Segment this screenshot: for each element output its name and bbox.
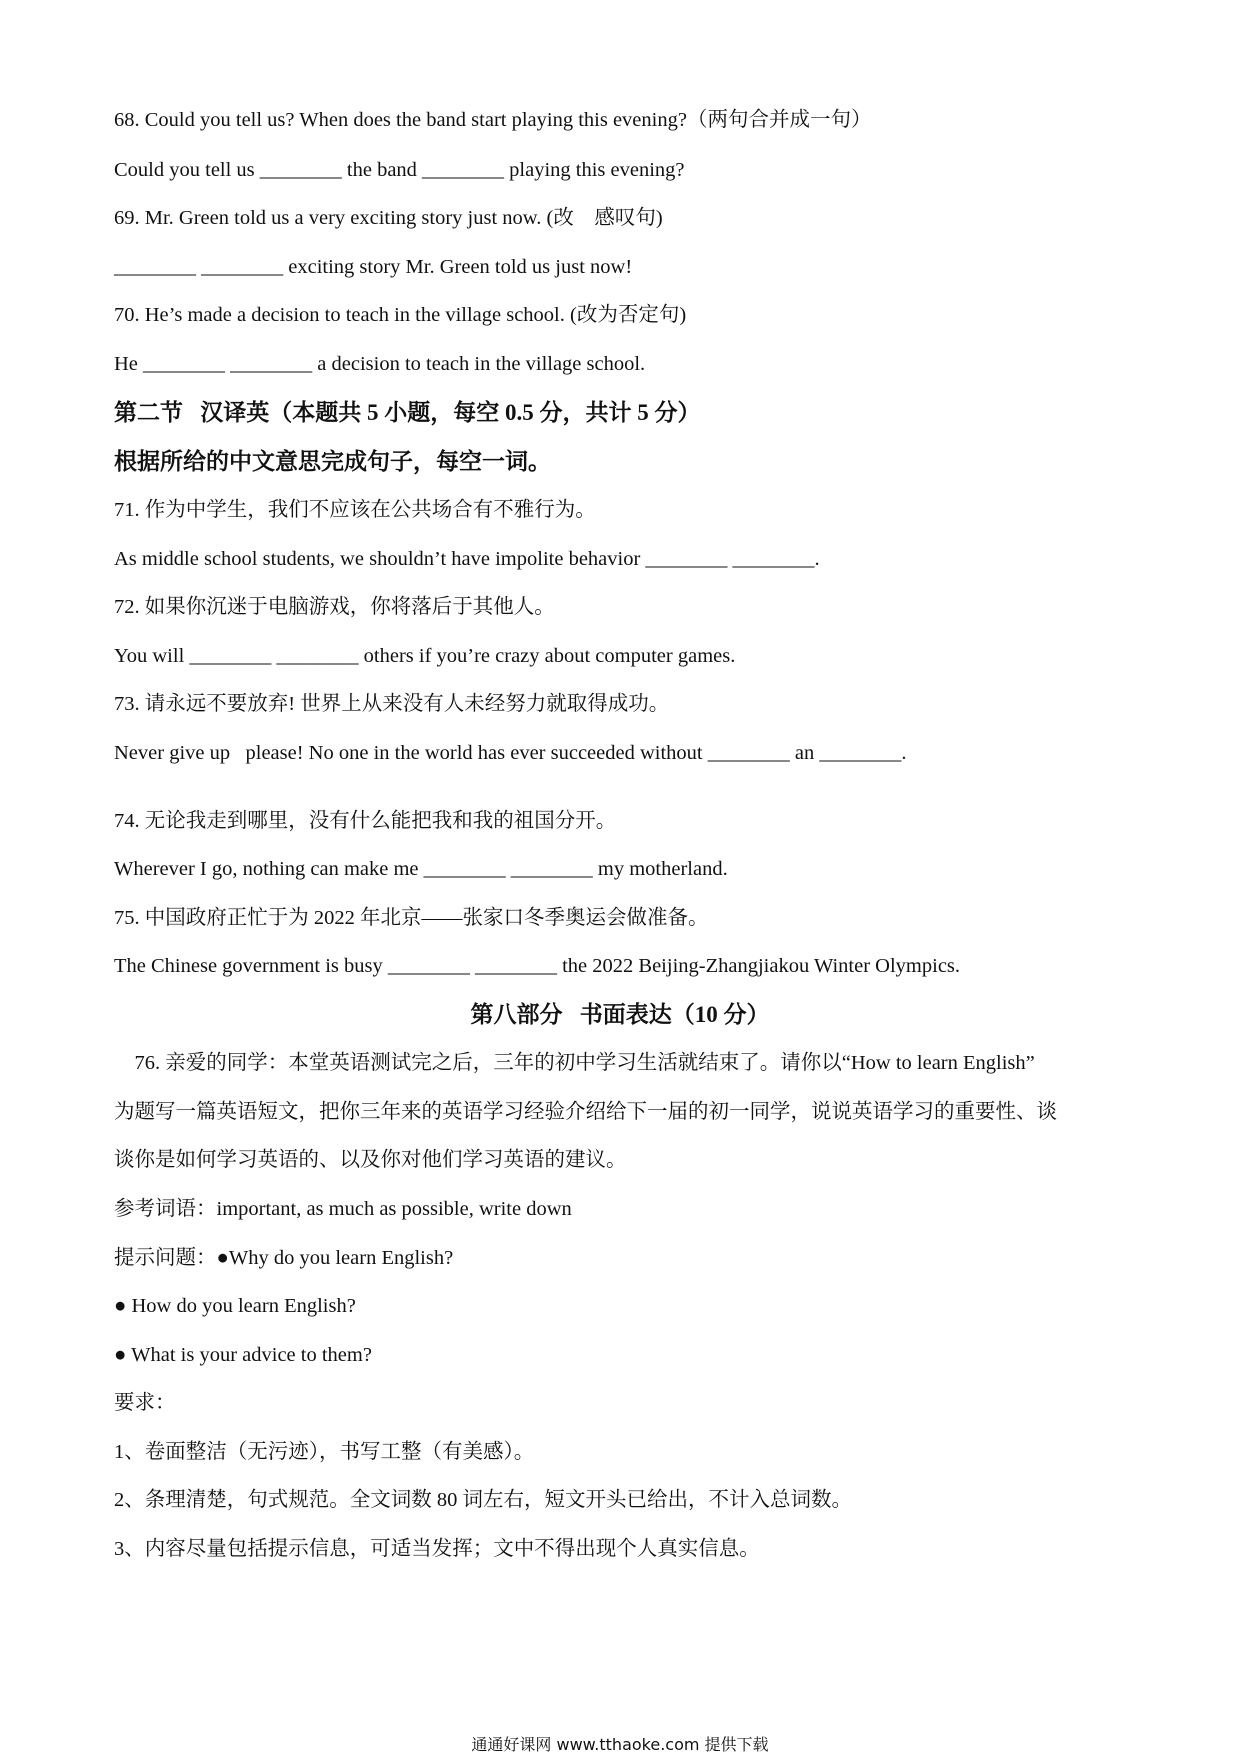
q75-chinese: 75. 中国政府正忙于为 2022 年北京——张家口冬季奥运会做准备。 — [114, 907, 709, 929]
q76-prompt-line2: 为题写一篇英语短文，把你三年来的英语学习经验介绍给下一届的初一同学，说说英语学习的重要性、谈 — [114, 1101, 1057, 1123]
section2-instruction: 根据所给的中文意思完成句子，每空一词。 — [114, 449, 551, 474]
q70-answer: He ________ ________ a decision to teach in the village school. — [114, 353, 646, 375]
hint-question-2: ● How do you learn English? — [114, 1295, 356, 1317]
q71-english: As middle school students, we shouldn’t have impolite behavior ________ ________. — [114, 548, 820, 570]
q74-chinese: 74. 无论我走到哪里，没有什么能把我和我的祖国分开。 — [114, 810, 617, 832]
q68-question: 68. Could you tell us? When does the band start playing this evening?（两句合并成一句） — [114, 109, 872, 131]
q70-question: 70. He’s made a decision to teach in the village school. (改为否定句) — [114, 304, 687, 326]
reference-words: 参考词语：important, as much as possible, write down — [114, 1198, 572, 1220]
q71-chinese: 71. 作为中学生，我们不应该在公共场合有不雅行为。 — [114, 499, 596, 521]
q76-prompt-line3: 谈你是如何学习英语的、以及你对他们学习英语的建议。 — [114, 1149, 627, 1171]
hint-question-1: 提示问题：●Why do you learn English? — [114, 1247, 454, 1269]
q68-answer: Could you tell us ________ the band ________ playing this evening? — [114, 159, 685, 181]
section2-heading: 第二节 汉译英（本题共 5 小题，每空 0.5 分，共计 5 分） — [114, 400, 701, 425]
q73-chinese: 73. 请永远不要放弃! 世界上从来没有人未经努力就取得成功。 — [114, 693, 670, 715]
requirement-3: 3、内容尽量包括提示信息，可适当发挥；文中不得出现个人真实信息。 — [114, 1538, 760, 1560]
requirements-heading: 要求： — [114, 1392, 176, 1414]
requirement-1: 1、卷面整洁（无污迹），书写工整（有美感）。 — [114, 1441, 535, 1463]
q72-chinese: 72. 如果你沉迷于电脑游戏，你将落后于其他人。 — [114, 596, 555, 618]
requirement-2: 2、条理清楚，句式规范。全文词数 80 词左右，短文开头已给出，不计入总词数。 — [114, 1489, 852, 1511]
q74-english: Wherever I go, nothing can make me ________ ________ my motherland. — [114, 858, 728, 880]
q72-english: You will ________ ________ others if you’re crazy about computer games. — [114, 645, 736, 667]
q73-english: Never give up please! No one in the world has ever succeeded without ________ an ________. — [114, 742, 907, 764]
footer-credit: 通通好课网 www.tthaoke.com 提供下载 — [471, 1735, 769, 1754]
q75-english: The Chinese government is busy ________ ________ the 2022 Beijing-Zhangjiakou Winter Olympics. — [114, 955, 961, 977]
q76-prompt-line1: 76. 亲爱的同学：本堂英语测试完之后，三年的初中学习生活就结束了。请你以“How to learn English” — [114, 1052, 1035, 1074]
q69-question: 69. Mr. Green told us a very exciting story just now. (改 感叹句) — [114, 207, 663, 229]
hint-question-3: ● What is your advice to them? — [114, 1344, 372, 1366]
q69-answer: ________ ________ exciting story Mr. Green told us just now! — [114, 256, 633, 278]
part8-heading: 第八部分 书面表达（10 分） — [470, 1002, 770, 1027]
